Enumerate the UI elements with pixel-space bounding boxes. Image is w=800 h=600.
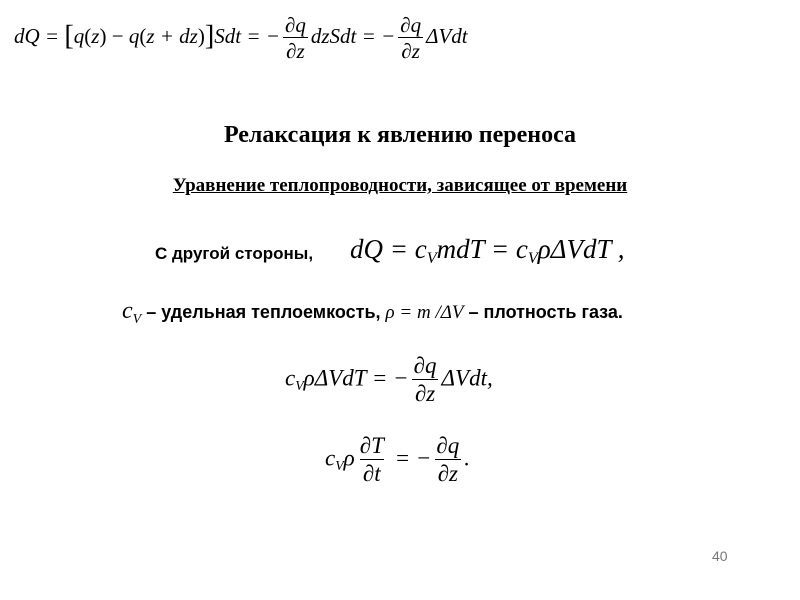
frac-numerator: ∂T [359,433,384,458]
paren-close-2: ) [197,23,205,48]
frac-numerator: ∂q [400,13,422,37]
cv-symbol: c [122,298,133,324]
f3-rho: ρ [343,445,355,471]
f2-sub: V [295,377,304,393]
paren-close-1: ) [99,23,107,48]
frac-denominator: ∂t [360,459,384,486]
cv-description: – удельная теплоемкость, [141,302,386,322]
top-equation [14,14,468,62]
top-eq-minus: − [106,23,129,48]
f2-rhs: ΔVdt, [441,365,493,391]
top-eq-zdz: z + dz [146,23,198,48]
frac-numerator: ∂q [436,433,460,458]
fraction-dq-dz-2 [397,14,424,62]
f2-c: c [285,365,296,391]
f3-c: c [325,445,336,471]
f3-eq: = − [388,445,432,471]
top-eq-lhs: dQ = [14,23,65,48]
frac-denominator: ∂z [412,379,438,406]
f1-end: ρΔVdT , [537,234,625,264]
frac-denominator: ∂z [283,37,308,62]
top-eq-dzsdt: dzSdt = − [310,23,396,48]
f1-dq: dQ = [350,234,415,264]
top-eq-dvdt: ΔVdt [426,23,468,48]
left-bracket: [ [64,20,74,52]
heat-equation-3 [325,434,470,486]
frac-numerator: ∂q [413,353,437,378]
page-number: 40 [712,548,728,564]
top-eq-q1: q [73,23,85,48]
paren-open-1: ( [84,23,92,48]
fraction-dT-dt [357,434,387,486]
paren-open-2: ( [139,23,147,48]
rho-description: – плотность газа. [463,302,623,322]
f1-sub: V [426,249,437,268]
top-eq-z: z [91,23,100,48]
heat-equation-2 [285,354,493,406]
heat-equation-1 [350,234,625,268]
fraction-dq-dz-1 [282,14,309,62]
fraction-dq-dz-4 [433,434,462,486]
frac-denominator: ∂z [435,459,461,486]
frac-numerator: ∂q [284,13,306,37]
f2-lhs: ρΔVdT = − [303,365,409,391]
f1-sub2: V [527,249,538,268]
fraction-dq-dz-3 [411,354,440,406]
right-bracket: ] [204,20,215,52]
other-side-label: С другой стороны, [155,244,314,263]
f1-c: c [414,234,427,264]
f1-c2: c [515,234,528,264]
cv-definition-line [122,298,623,328]
cv-subscript: V [132,311,142,327]
top-eq-q2: q [128,23,140,48]
frac-denominator: ∂z [398,37,423,62]
rho-definition: ρ = m /ΔV [385,302,464,323]
f1-mid: mdT = [436,234,516,264]
f3-dot: . [464,445,471,471]
f3-sub: V [335,457,344,473]
slide-subtitle: Уравнение теплопроводности, зависящее от времени [172,175,628,196]
top-eq-sdt: Sdt = − [214,23,280,48]
slide-title: Релаксация к явлению переноса [223,122,577,148]
